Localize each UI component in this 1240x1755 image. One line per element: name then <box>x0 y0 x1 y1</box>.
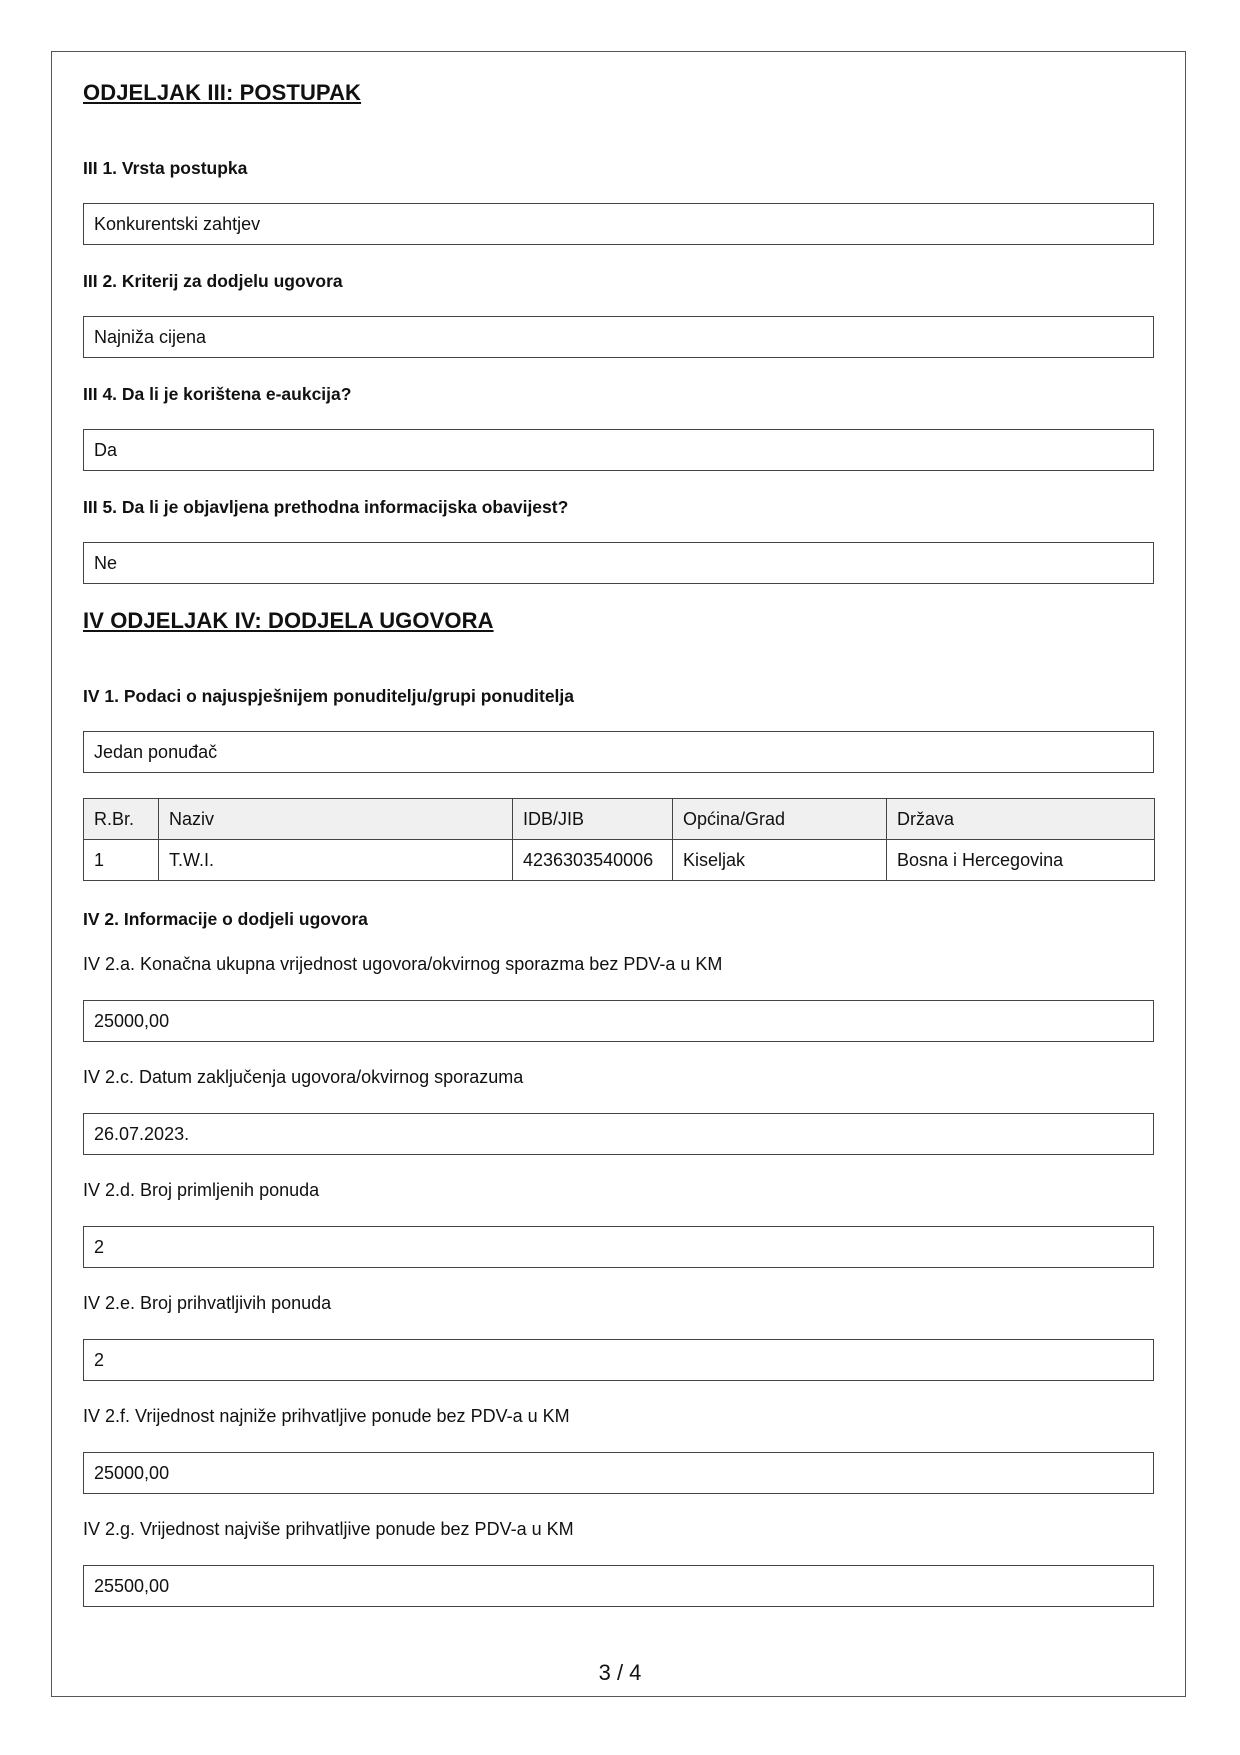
table-header-cell: IDB/JIB <box>513 799 673 840</box>
answer-4-2d-box <box>83 1226 1154 1268</box>
table-row <box>84 840 1155 881</box>
answer-3-4-value: Da <box>94 439 118 460</box>
question-3-5-label: III 5. Da li je objavljena prethodna informacijska obavijest? <box>83 497 569 517</box>
answer-4-2g-value: 25500,00 <box>94 1575 170 1596</box>
question-4-2-label: IV 2. Informacije o dodjeli ugovora <box>83 909 368 929</box>
bidder-table-wrapper <box>83 798 1155 881</box>
bidder-table <box>83 798 1155 881</box>
table-header-cell: Država <box>887 799 1155 840</box>
question-4-2d-label: IV 2.d. Broj primljenih ponuda <box>83 1180 320 1200</box>
answer-3-4-box <box>83 429 1154 471</box>
answer-4-2d-value: 2 <box>94 1236 105 1257</box>
answer-4-2f-box <box>83 1452 1154 1494</box>
table-cell: Kiseljak <box>673 840 887 881</box>
answer-3-5-value: Ne <box>94 552 118 573</box>
answer-4-2e-value: 2 <box>94 1349 105 1370</box>
answer-4-2a-value: 25000,00 <box>94 1010 170 1031</box>
answer-3-1-value: Konkurentski zahtjev <box>94 213 261 234</box>
answer-3-5-box <box>83 542 1154 584</box>
question-4-1-label: IV 1. Podaci o najuspješnijem ponuditelju/grupi ponuditelja <box>83 686 575 706</box>
question-4-2f-label: IV 2.f. Vrijednost najniže prihvatljive ponude bez PDV-a u KM <box>83 1406 570 1426</box>
table-cell: 1 <box>84 840 159 881</box>
question-3-4-label: III 4. Da li je korištena e-aukcija? <box>83 384 352 404</box>
answer-4-2e-box <box>83 1339 1154 1381</box>
table-header-cell: R.Br. <box>84 799 159 840</box>
question-4-2a-label: IV 2.a. Konačna ukupna vrijednost ugovora/okvirnog sporazma bez PDV-a u KM <box>83 954 723 974</box>
page-number: 3 / 4 <box>598 1660 642 1685</box>
answer-4-2g-box <box>83 1565 1154 1607</box>
table-cell: T.W.I. <box>159 840 513 881</box>
table-header-cell: Naziv <box>159 799 513 840</box>
question-4-2g-label: IV 2.g. Vrijednost najviše prihvatljive ponude bez PDV-a u KM <box>83 1519 574 1539</box>
question-3-1-label: III 1. Vrsta postupka <box>83 158 248 178</box>
answer-4-2c-box <box>83 1113 1154 1155</box>
table-header-cell: Općina/Grad <box>673 799 887 840</box>
section-3-title: ODJELJAK III: POSTUPAK <box>83 80 362 105</box>
table-cell: 4236303540006 <box>513 840 673 881</box>
answer-3-2-value: Najniža cijena <box>94 326 207 347</box>
answer-3-1-box <box>83 203 1154 245</box>
answer-4-2f-value: 25000,00 <box>94 1462 170 1483</box>
answer-4-1-value: Jedan ponuđač <box>94 741 218 762</box>
question-4-2c-label: IV 2.c. Datum zaključenja ugovora/okvirnog sporazuma <box>83 1067 524 1087</box>
answer-3-2-box <box>83 316 1154 358</box>
question-3-2-label: III 2. Kriterij za dodjelu ugovora <box>83 271 343 291</box>
section-4-title: IV ODJELJAK IV: DODJELA UGOVORA <box>83 608 494 633</box>
question-4-2e-label: IV 2.e. Broj prihvatljivih ponuda <box>83 1293 332 1313</box>
answer-4-1-box <box>83 731 1154 773</box>
table-header-row <box>84 799 1155 840</box>
answer-4-2a-box <box>83 1000 1154 1042</box>
answer-4-2c-value: 26.07.2023. <box>94 1123 190 1144</box>
table-cell: Bosna i Hercegovina <box>887 840 1155 881</box>
